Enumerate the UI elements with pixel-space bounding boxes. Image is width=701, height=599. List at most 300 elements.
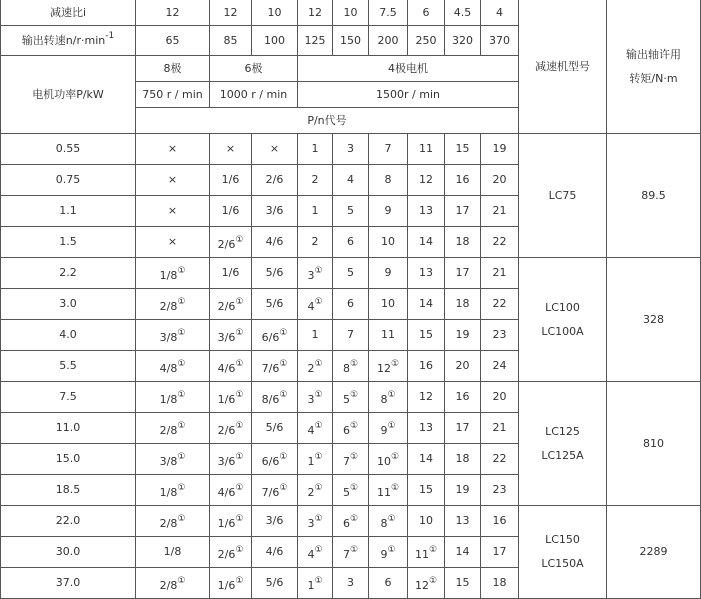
code-cell: [210, 413, 252, 444]
code-text: 20: [492, 173, 507, 186]
code-cell: [408, 165, 445, 196]
code-cell: [210, 196, 252, 227]
ratio-label-cell: [0, 0, 136, 26]
code-cell: [369, 382, 408, 413]
code-value: [307, 514, 323, 531]
code-cell: [408, 320, 445, 351]
code-text: 2/6: [217, 548, 236, 561]
code-cell: [210, 258, 252, 289]
code-cell: [136, 320, 210, 351]
note-mark: ①: [279, 359, 288, 369]
code-text: 18: [455, 452, 470, 465]
code-value: [307, 483, 323, 500]
code-text: 3/8: [159, 331, 178, 344]
code-value: [493, 142, 507, 156]
power-value: 4.0: [59, 328, 77, 341]
speed-label-cell: [0, 26, 136, 56]
code-value: [217, 359, 244, 376]
code-cell: [210, 475, 252, 506]
code-cell: [136, 351, 210, 382]
code-cell: [210, 134, 252, 165]
code-cell: [481, 506, 519, 537]
speed-text: 85: [223, 33, 238, 47]
note-mark: ①: [235, 235, 244, 245]
note-mark: ①: [314, 390, 323, 400]
ratio-value: [369, 0, 408, 26]
code-text: 1: [311, 142, 319, 155]
code-cell: [333, 258, 369, 289]
power-cell: [0, 413, 136, 444]
code-cell: [408, 475, 445, 506]
code-value: [419, 235, 433, 249]
speed-value: [298, 26, 333, 56]
code-text: 2/8: [159, 424, 178, 437]
power-value: 15.0: [55, 452, 81, 465]
note-mark: ①: [387, 545, 396, 555]
code-text: 7/6: [261, 362, 280, 375]
note-mark: ①: [235, 514, 244, 524]
code-text: ×: [269, 142, 280, 155]
code-text: 10: [419, 514, 433, 527]
code-value: [380, 545, 396, 562]
code-cell: [445, 258, 481, 289]
ratio-text: 4.5: [453, 5, 472, 19]
code-value: [307, 452, 323, 469]
code-text: 21: [492, 204, 507, 217]
code-value: [307, 359, 323, 376]
code-text: 12: [419, 390, 433, 403]
code-label: P/n代号: [307, 113, 347, 127]
code-cell: [136, 444, 210, 475]
note-mark: ①: [390, 359, 400, 369]
code-text: 1/6: [221, 266, 240, 279]
code-cell: [481, 351, 519, 382]
code-value: [493, 328, 507, 342]
code-value: [164, 545, 182, 559]
rpm-8-pole: [136, 82, 210, 108]
code-cell: [369, 258, 408, 289]
note-mark: ①: [279, 390, 288, 400]
code-text: 14: [419, 297, 433, 310]
code-cell: [210, 320, 252, 351]
code-text: 5: [347, 204, 354, 217]
code-cell: [298, 506, 333, 537]
code-text: 13: [419, 266, 433, 279]
code-cell: [369, 134, 408, 165]
code-text: 3/6: [265, 204, 284, 217]
code-cell: [333, 444, 369, 475]
code-value: [347, 235, 354, 249]
code-cell: [252, 444, 298, 475]
code-cell: [252, 475, 298, 506]
code-value: [266, 421, 284, 435]
code-cell: [333, 351, 369, 382]
ratio-value: [298, 0, 333, 26]
ratio-text: 6: [422, 5, 430, 19]
torque-header-cell: [607, 0, 701, 134]
code-text: 16: [455, 390, 470, 403]
code-cell: [210, 506, 252, 537]
code-value: [456, 266, 470, 280]
code-cell: [136, 289, 210, 320]
speed-value: [408, 26, 445, 56]
code-cell: [298, 351, 333, 382]
ratio-value: [252, 0, 298, 26]
note-mark: ①: [235, 297, 244, 307]
code-value: [168, 235, 177, 249]
code-cell: [252, 351, 298, 382]
code-text: 6/6: [261, 331, 280, 344]
note-mark: ①: [177, 514, 186, 524]
code-cell: [298, 444, 333, 475]
code-text: 11: [376, 486, 391, 499]
code-text: 4: [307, 300, 315, 313]
code-value: [419, 421, 433, 435]
code-text: 6: [384, 576, 392, 589]
code-text: 22: [492, 297, 507, 310]
code-value: [168, 142, 177, 156]
code-text: 4: [347, 173, 354, 186]
speed-value: [210, 26, 252, 56]
ratio-text: 7.5: [379, 5, 397, 19]
note-mark: ①: [235, 359, 244, 369]
code-cell: [136, 258, 210, 289]
ratio-value: [408, 0, 445, 26]
code-cell: [333, 320, 369, 351]
code-value: [493, 235, 507, 249]
code-cell: [298, 289, 333, 320]
code-cell: [136, 134, 210, 165]
code-value: [307, 421, 323, 438]
speed-value: [333, 26, 369, 56]
power-label: 电机功率P/kW: [32, 87, 104, 101]
code-text: 2/6: [217, 300, 236, 313]
code-text: 4/6: [265, 545, 284, 558]
code-value: [419, 514, 433, 528]
code-value: [456, 483, 470, 497]
code-value: [159, 390, 186, 407]
ratio-text: 10: [343, 5, 358, 19]
power-value: 30.0: [55, 545, 81, 558]
code-value: [493, 545, 507, 559]
code-cell: [136, 382, 210, 413]
speed-text: 200: [377, 33, 399, 47]
code-text: 5/6: [265, 576, 284, 589]
code-text: ×: [167, 204, 178, 217]
code-value: [168, 173, 177, 187]
code-text: 5: [347, 266, 354, 279]
model-name: LC100A: [541, 324, 584, 338]
power-value: 3.0: [59, 297, 77, 310]
code-value: [159, 483, 186, 500]
note-mark: ①: [177, 359, 186, 369]
code-text: 1/6: [217, 579, 236, 592]
ratio-text: 4: [496, 5, 503, 19]
code-cell: [298, 537, 333, 568]
code-value: [266, 576, 284, 590]
code-text: 17: [455, 266, 470, 279]
code-value: [222, 204, 240, 218]
note-mark: ①: [349, 545, 359, 555]
code-value: [159, 421, 186, 438]
code-cell: [298, 258, 333, 289]
model-name: LC75: [548, 188, 577, 202]
code-cell: [481, 227, 519, 258]
model-cell: [519, 506, 607, 599]
code-value: [456, 390, 470, 404]
code-text: 18: [455, 235, 470, 248]
code-value: [342, 514, 359, 531]
note-mark: ①: [314, 421, 323, 431]
note-mark: ①: [314, 483, 323, 493]
power-cell: [0, 506, 136, 537]
code-cell: [369, 351, 408, 382]
code-value: [347, 204, 354, 218]
code-cell: [333, 227, 369, 258]
code-cell: [136, 227, 210, 258]
code-value: [159, 297, 186, 314]
code-text: 16: [419, 359, 433, 372]
note-mark: ①: [387, 514, 396, 524]
code-cell: [481, 382, 519, 413]
code-text: 21: [492, 421, 507, 434]
code-value: [307, 576, 323, 593]
code-cell: [408, 537, 445, 568]
code-cell: [333, 537, 369, 568]
code-label-cell: [136, 108, 519, 134]
code-cell: [136, 537, 210, 568]
code-text: 2/6: [217, 424, 236, 437]
speed-text: 65: [165, 33, 180, 47]
note-mark: ①: [235, 576, 244, 586]
speed-value: [445, 26, 481, 56]
code-value: [270, 142, 279, 156]
code-cell: [298, 227, 333, 258]
code-cell: [136, 165, 210, 196]
code-text: 4/6: [217, 486, 236, 499]
code-value: [380, 421, 396, 438]
code-text: 5/6: [265, 421, 284, 434]
code-value: [222, 266, 240, 280]
code-value: [385, 204, 392, 218]
code-value: [307, 297, 323, 314]
code-cell: [408, 351, 445, 382]
code-cell: [252, 537, 298, 568]
code-value: [266, 514, 284, 528]
code-text: 7: [342, 455, 350, 468]
rpm-8-pole-text: 750 r / min: [142, 87, 203, 101]
note-mark: ①: [279, 483, 288, 493]
code-text: ×: [167, 173, 178, 186]
code-cell: [210, 537, 252, 568]
code-text: 2/8: [159, 517, 178, 530]
code-value: [217, 421, 244, 438]
note-mark: ①: [349, 514, 359, 524]
code-text: 10: [381, 235, 395, 248]
code-text: 1: [307, 455, 315, 468]
power-cell: [0, 196, 136, 227]
code-cell: [369, 475, 408, 506]
model-cell: [519, 382, 607, 506]
code-cell: [445, 506, 481, 537]
note-mark: ①: [235, 328, 244, 338]
code-cell: [210, 444, 252, 475]
code-cell: [445, 382, 481, 413]
code-cell: [445, 351, 481, 382]
note-mark: ①: [387, 421, 396, 431]
code-value: [159, 359, 186, 376]
code-value: [342, 545, 359, 562]
power-value: 18.5: [55, 483, 81, 496]
code-value: [385, 576, 392, 590]
code-text: 4/8: [159, 362, 178, 375]
motor-6-pole-text: 6极: [244, 61, 263, 75]
code-cell: [408, 227, 445, 258]
code-text: 13: [419, 421, 433, 434]
code-text: 23: [492, 328, 507, 341]
code-value: [217, 390, 244, 407]
torque-cell: [607, 258, 701, 382]
note-mark: ①: [177, 576, 186, 586]
power-cell: [0, 320, 136, 351]
code-text: 21: [492, 266, 507, 279]
code-value: [266, 235, 284, 249]
code-value: [312, 173, 319, 187]
model-name: LC150: [545, 533, 580, 546]
code-text: 2: [311, 173, 319, 186]
code-value: [456, 421, 470, 435]
code-text: 5: [342, 486, 350, 499]
code-text: 8: [342, 362, 350, 375]
code-value: [347, 173, 354, 187]
code-value: [493, 359, 507, 373]
code-text: 2/6: [265, 173, 284, 186]
code-value: [456, 204, 470, 218]
code-text: 22: [492, 452, 507, 465]
code-value: [381, 328, 395, 342]
code-value: [456, 142, 470, 156]
code-cell: [298, 382, 333, 413]
power-value: 0.55: [55, 142, 81, 155]
code-text: 19: [492, 142, 507, 155]
code-cell: [408, 506, 445, 537]
code-value: [261, 452, 288, 469]
code-value: [493, 390, 507, 404]
code-value: [385, 142, 392, 156]
code-text: 5: [342, 393, 350, 406]
code-cell: [369, 165, 408, 196]
note-mark: ①: [177, 390, 186, 400]
code-text: 8: [380, 517, 388, 530]
code-text: 11: [414, 548, 429, 561]
power-cell: [0, 227, 136, 258]
rpm-4-pole-text: 1500r / min: [376, 87, 440, 101]
code-cell: [333, 134, 369, 165]
code-text: 8/6: [261, 393, 280, 406]
code-value: [159, 576, 186, 593]
note-mark: ①: [177, 328, 186, 338]
model-cell: [519, 258, 607, 382]
code-cell: [445, 320, 481, 351]
power-value: 11.0: [55, 421, 81, 434]
code-text: 2/8: [159, 579, 178, 592]
code-value: [307, 266, 323, 283]
note-mark: ①: [390, 483, 400, 493]
code-cell: [210, 382, 252, 413]
ratio-value: [136, 0, 210, 26]
code-text: ×: [167, 235, 178, 248]
ratio-text: 12: [165, 5, 180, 19]
speed-text: 370: [489, 33, 510, 47]
code-cell: [445, 444, 481, 475]
note-mark: ①: [314, 359, 323, 369]
code-value: [385, 173, 392, 187]
code-cell: [298, 413, 333, 444]
code-text: 1/8: [159, 393, 178, 406]
code-value: [159, 328, 186, 345]
note-mark: ①: [177, 452, 186, 462]
code-value: [347, 576, 354, 590]
code-cell: [333, 165, 369, 196]
code-value: [159, 452, 186, 469]
code-text: 12: [419, 173, 433, 186]
model-name: LC150A: [541, 557, 584, 570]
ratio-value: [333, 0, 369, 26]
motor-6-pole: [210, 56, 298, 82]
model-name: LC125: [545, 424, 580, 438]
code-value: [347, 142, 354, 156]
rpm-4-pole: [298, 82, 519, 108]
power-value: 0.75: [55, 173, 81, 186]
code-value: [217, 514, 244, 531]
code-text: 1/8: [163, 545, 182, 558]
note-mark: ①: [349, 421, 359, 431]
code-value: [493, 483, 507, 497]
code-value: [312, 328, 319, 342]
code-value: [347, 266, 354, 280]
code-cell: [369, 413, 408, 444]
code-text: 4/6: [265, 235, 284, 248]
ratio-label: 减速比i: [49, 5, 87, 19]
code-value: [493, 173, 507, 187]
code-text: 12: [376, 362, 391, 375]
code-text: 3: [307, 393, 315, 406]
code-cell: [481, 537, 519, 568]
code-cell: [252, 382, 298, 413]
code-text: 1: [311, 204, 319, 217]
code-text: 6: [342, 517, 350, 530]
note-mark: ①: [235, 421, 244, 431]
note-mark: ①: [349, 359, 359, 369]
motor-4-pole-text: 4极电机: [388, 61, 428, 75]
code-text: ×: [167, 142, 178, 155]
power-value: 37.0: [55, 576, 81, 589]
code-value: [312, 235, 319, 249]
code-text: 1/6: [217, 517, 236, 530]
code-text: 1: [311, 328, 319, 341]
code-cell: [408, 289, 445, 320]
code-text: 4: [307, 548, 315, 561]
model-name: LC100: [545, 300, 580, 314]
power-cell: [0, 134, 136, 165]
code-text: 1: [307, 579, 315, 592]
code-text: 3/6: [217, 331, 236, 344]
code-cell: [252, 165, 298, 196]
code-text: 7: [384, 142, 392, 155]
code-text: 3: [307, 517, 315, 530]
code-cell: [408, 196, 445, 227]
code-cell: [333, 506, 369, 537]
